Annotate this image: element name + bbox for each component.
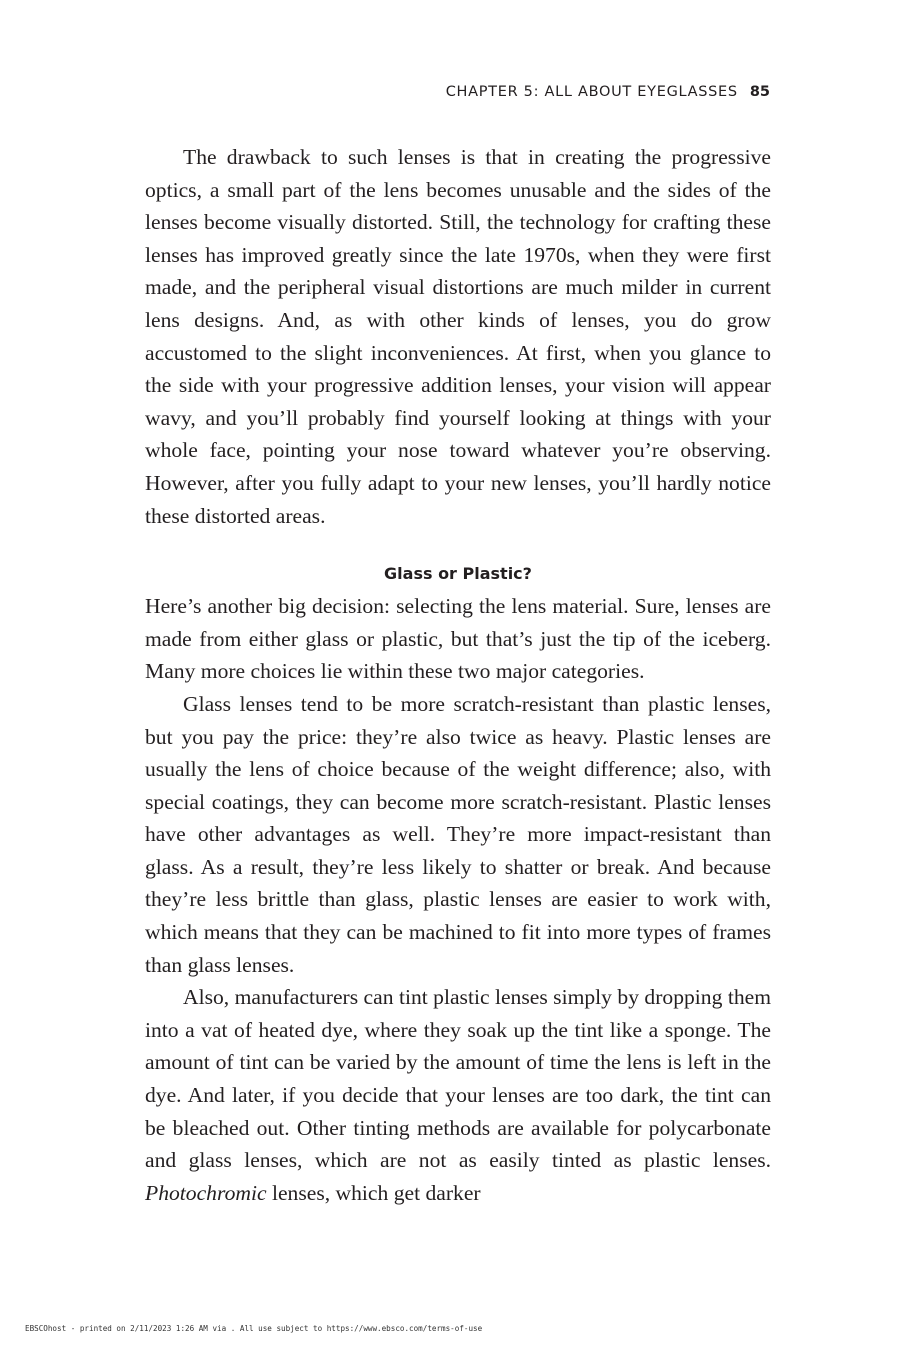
section-heading: Glass or Plastic? <box>384 564 532 584</box>
page-body <box>145 141 771 1209</box>
print-footer: EBSCOhost - printed on 2/11/2023 1:26 AM via . All use subject to https://www.ebsco.com/terms-of-use <box>25 1324 483 1333</box>
photochromic-term: Photochromic <box>145 1180 267 1205</box>
chapter-title: CHAPTER 5: ALL ABOUT EYEGLASSES <box>445 84 738 100</box>
tinting-tail: lenses, which get darker <box>271 1180 481 1205</box>
tinting-text: Also, manufacturers can tint plastic lenses simply by dropping them into a vat of heated dye, where they soak up the tint like a sponge. The amount of tint can be varied by the amount of time the lens is left in the dye. And later, if you decide that your lenses are too dark, the tint can be bleached out. Other tinting methods are available for polycarbonate and glass lenses, which are not as easily tinted as plastic lenses. <box>145 985 771 1173</box>
paragraph-lens-material: Here’s another big decision: selecting the lens material. Sure, lenses are made from either glass or plastic, but that’s just the tip of the iceberg. Many more choices lie within these two major categories. <box>145 594 771 684</box>
paragraph-tinting <box>145 981 771 1209</box>
page-number: 85 <box>749 84 770 100</box>
running-header <box>446 84 770 100</box>
paragraph-glass-vs-plastic: Glass lenses tend to be more scratch-resistant than plastic lenses, but you pay the price: they’re also twice as heavy. Plastic lenses are usually the lens of choice because of the weight difference; also, with special coatings, they can become more scratch-resistant. Plastic lenses have other advantages as well. They’re more impact-resistant than glass. As a result, they’re less likely to shatter or break. And because they’re less brittle than glass, plastic lenses are easier to work with, which means that they can be machined to fit into more types of frames than glass lenses. <box>145 691 771 977</box>
paragraph-progressive-lenses: The drawback to such lenses is that in creating the progressive optics, a small part of the lens becomes unusable and the sides of the lenses become visually distorted. Still, the technology for crafting these lenses has improved greatly since the late 1970s, when they were first made, and the peripheral visual distortions are much milder in current lens designs. And, as with other kinds of lenses, you do grow accustomed to the slight inconveniences. At first, when you glance to the side with your progressive addition lenses, your vision will appear wavy, and you’ll probably find yourself looking at things with your whole face, pointing your nose toward whatever you’re observing. However, after you fully adapt to your new lenses, you’ll hardly notice these distorted areas. <box>145 145 771 528</box>
